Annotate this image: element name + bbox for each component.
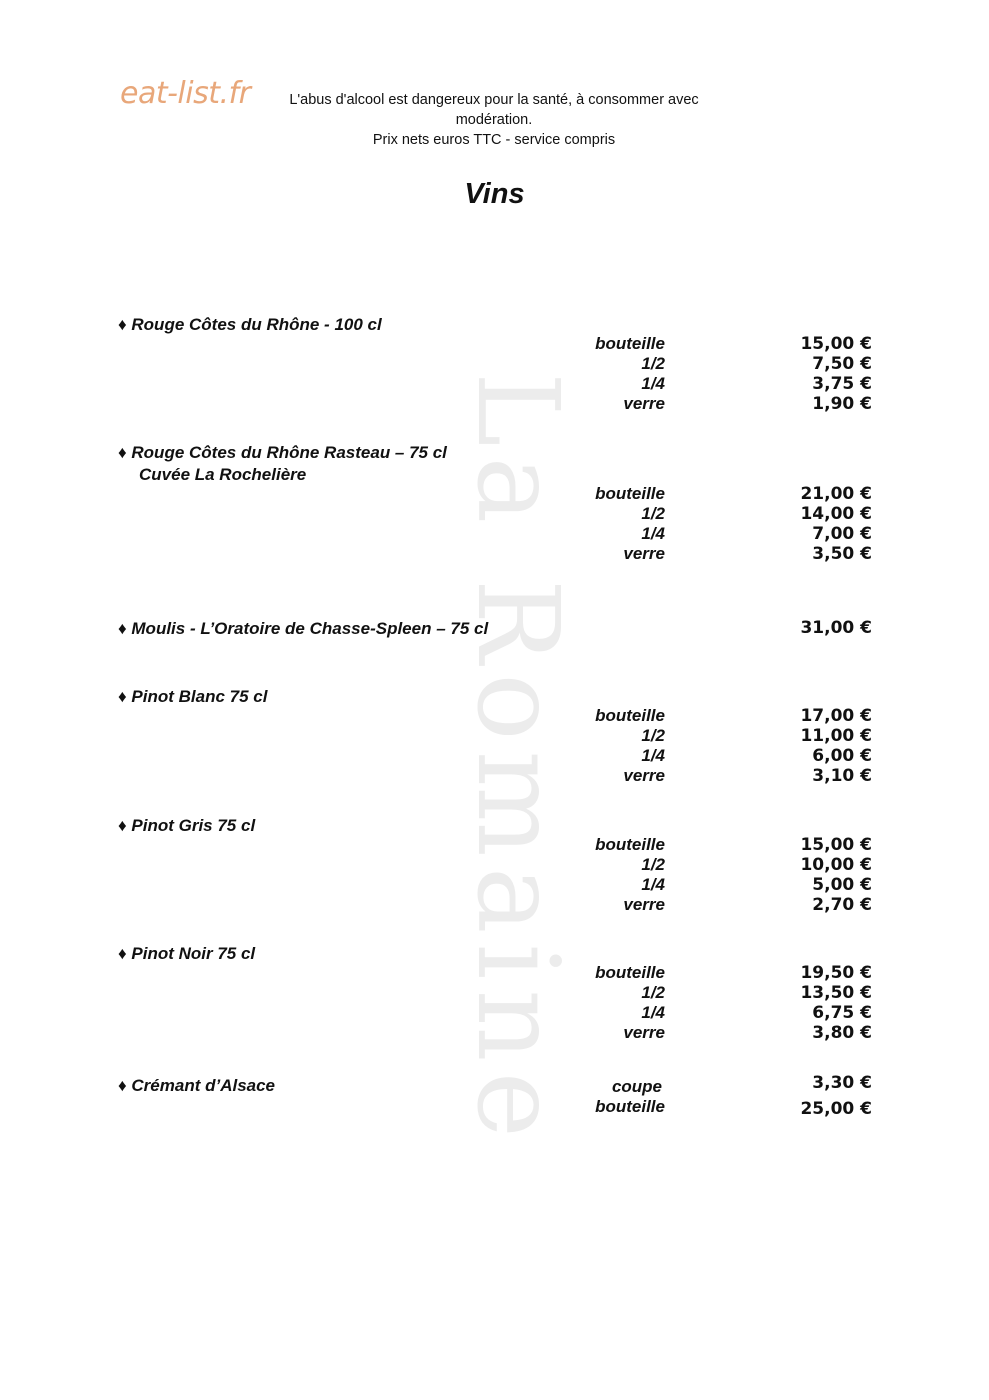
price-value: 3,50 €	[812, 544, 872, 564]
price-size: bouteille	[595, 963, 665, 982]
wine-name: ♦ Pinot Gris 75 cl	[118, 816, 256, 835]
wine-name: ♦ Rouge Côtes du Rhône Rasteau – 75 cl	[118, 443, 447, 462]
price-row	[0, 983, 989, 1003]
price-size: verre	[623, 1023, 665, 1042]
price-size: 1/2	[641, 354, 665, 373]
page-title: Vins	[464, 178, 525, 210]
price-row	[0, 766, 989, 786]
price-value: 21,00 €	[800, 484, 872, 504]
price-value: 25,00 €	[800, 1099, 872, 1119]
price-size: 1/4	[641, 746, 665, 765]
price-size: 1/2	[641, 983, 665, 1002]
price-row	[0, 334, 989, 354]
price-value: 3,80 €	[812, 1023, 872, 1043]
price-row	[0, 354, 989, 374]
price-row	[0, 1097, 989, 1117]
price-size: bouteille	[595, 835, 665, 854]
price-value: 5,00 €	[812, 875, 872, 895]
price-size: 1/2	[641, 726, 665, 745]
price-size: verre	[623, 544, 665, 563]
price-row	[0, 1075, 989, 1095]
price-value: 14,00 €	[800, 504, 872, 524]
price-row	[0, 1003, 989, 1023]
price-value: 6,75 €	[812, 1003, 872, 1023]
wine-name: ♦ Pinot Noir 75 cl	[118, 944, 256, 963]
price-size: bouteille	[595, 484, 665, 503]
price-row	[0, 875, 989, 895]
price-size: coupe	[611, 1077, 662, 1096]
price-value: 3,75 €	[812, 374, 872, 394]
price-size: 1/4	[641, 1003, 665, 1022]
price-row	[0, 544, 989, 564]
wine-name: ♦ Crémant d’Alsace	[118, 1076, 276, 1095]
restaurant-watermark: La Romaine	[452, 372, 582, 1148]
price-row	[0, 618, 989, 638]
price-size: 1/4	[641, 875, 665, 894]
price-row	[0, 726, 989, 746]
price-value: 3,10 €	[812, 766, 872, 786]
price-size: 1/4	[641, 374, 665, 393]
price-row	[0, 504, 989, 524]
price-row	[0, 855, 989, 875]
price-value: 7,50 €	[812, 354, 872, 374]
price-size: verre	[623, 895, 665, 914]
price-row	[0, 374, 989, 394]
price-value: 3,30 €	[812, 1073, 872, 1093]
price-value: 10,00 €	[800, 855, 872, 875]
price-row	[0, 835, 989, 855]
price-value: 1,90 €	[812, 394, 872, 414]
price-value: 11,00 €	[800, 726, 872, 746]
header-notice	[262, 90, 726, 150]
wine-name: ♦ Pinot Blanc 75 cl	[118, 687, 268, 706]
wine-subtitle: Cuvée La Rochelière	[139, 465, 307, 484]
price-row	[0, 895, 989, 915]
price-size: 1/4	[641, 524, 665, 543]
price-row	[0, 746, 989, 766]
price-value: 15,00 €	[800, 334, 872, 354]
price-notice: Prix nets euros TTC - service compris	[372, 132, 616, 148]
price-row	[0, 394, 989, 414]
price-size: verre	[623, 394, 665, 413]
wine-name: ♦ Rouge Côtes du Rhône - 100 cl	[118, 315, 382, 334]
price-size: 1/2	[641, 504, 665, 523]
price-size: 1/2	[641, 855, 665, 874]
price-row	[0, 524, 989, 544]
price-value: 17,00 €	[800, 706, 872, 726]
price-value: 2,70 €	[812, 895, 872, 915]
price-size: bouteille	[595, 706, 665, 725]
price-value: 31,00 €	[800, 618, 872, 638]
wine-name: ♦ Moulis - L’Oratoire de Chasse-Spleen – 75 cl	[118, 619, 489, 638]
site-logo: eat-list.fr	[120, 76, 251, 111]
price-value: 19,50 €	[800, 963, 872, 983]
price-size: verre	[623, 766, 665, 785]
price-size: bouteille	[595, 1097, 665, 1116]
price-value: 7,00 €	[812, 524, 872, 544]
price-row	[0, 484, 989, 504]
price-row	[0, 1023, 989, 1043]
price-value: 15,00 €	[800, 835, 872, 855]
price-row	[0, 706, 989, 726]
price-row	[0, 963, 989, 983]
price-value: 13,50 €	[800, 983, 872, 1003]
price-size: bouteille	[595, 334, 665, 353]
alcohol-warning: L'abus d'alcool est dangereux pour la santé, à consommer avec modération.	[289, 92, 699, 128]
price-value: 6,00 €	[812, 746, 872, 766]
